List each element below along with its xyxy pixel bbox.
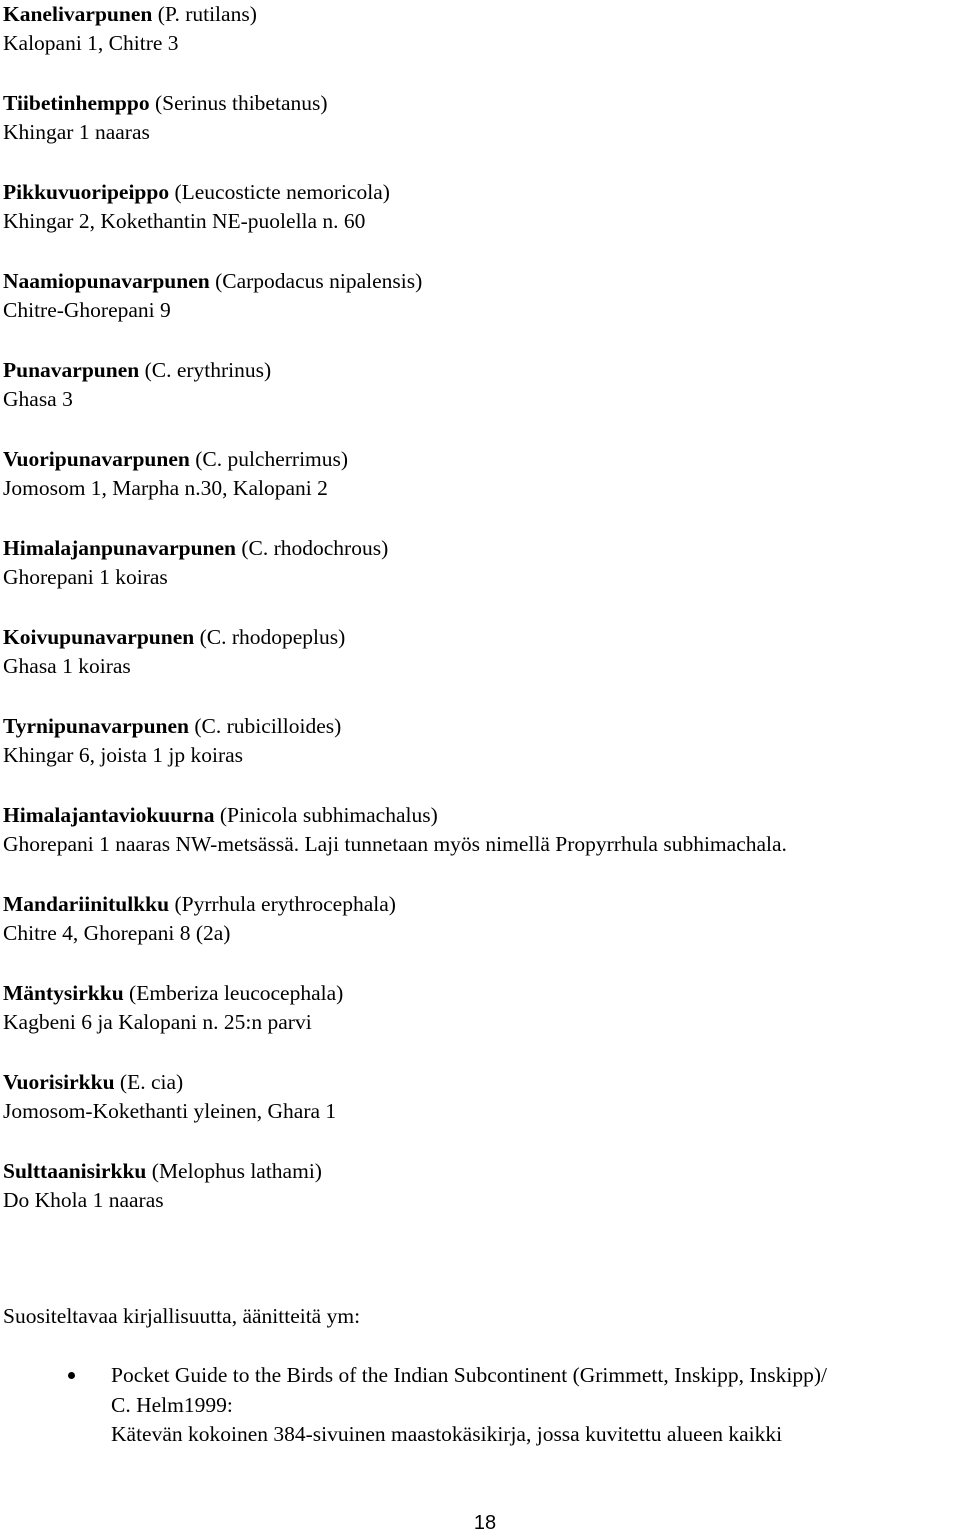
species-common-name: Vuorisirkku [3,1070,115,1094]
species-latin-name: (Pyrrhula erythrocephala) [174,892,396,916]
species-common-name: Mäntysirkku [3,981,124,1005]
species-heading [3,890,953,919]
species-latin-name: (C. erythrinus) [144,358,272,382]
species-common-name: Pikkuvuoripeippo [3,180,170,204]
species-heading [3,267,953,296]
species-heading [3,0,953,29]
species-common-name: Mandariinitulkku [3,892,170,916]
references-heading: Suositeltavaa kirjallisuutta, äänitteitä ym: [3,1304,361,1328]
species-latin-name: (Serinus thibetanus) [154,91,328,115]
species-entry [3,89,953,147]
species-entry [3,534,953,592]
references-list [0,1361,960,1450]
observation-text: Ghorepani 1 koiras [3,565,168,589]
species-entry [3,623,953,681]
observation-text: Chitre-Ghorepani 9 [3,298,171,322]
species-common-name: Punavarpunen [3,358,140,382]
observation-text: Chitre 4, Ghorepani 8 (2a) [3,921,231,945]
observation-text: Khingar 1 naaras [3,120,150,144]
species-entry [3,356,953,414]
observation-text: Ghorepani 1 naaras NW-metsässä. Laji tunnetaan myös nimellä Propyrrhula subhimachala. [3,832,787,856]
species-common-name: Sulttaanisirkku [3,1159,147,1183]
species-common-name: Kanelivarpunen [3,2,153,26]
species-heading [3,801,953,830]
species-entry [3,267,953,325]
species-heading [3,534,953,563]
species-latin-name: (C. rhodochrous) [241,536,389,560]
species-common-name: Himalajantaviokuurna [3,803,215,827]
species-entry [3,178,953,236]
species-common-name: Naamiopunavarpunen [3,269,210,293]
species-latin-name: (C. rubicilloides) [194,714,342,738]
observation-text: Do Khola 1 naaras [3,1188,164,1212]
species-latin-name: (C. rhodopeplus) [199,625,346,649]
observation-text: Kalopani 1, Chitre 3 [3,31,179,55]
species-entry [3,712,953,770]
species-heading [3,445,953,474]
species-heading [3,1068,953,1097]
species-latin-name: (P. rutilans) [157,2,257,26]
observation-text: Khingar 2, Kokethantin NE-puolella n. 60 [3,209,366,233]
species-latin-name: (Leucosticte nemoricola) [174,180,390,204]
species-latin-name: (C. pulcherrimus) [195,447,349,471]
species-heading [3,979,953,1008]
bullet-icon [68,1372,75,1379]
species-entry [3,890,953,948]
reference-text: C. Helm1999: [111,1392,233,1417]
observation-text: Kagbeni 6 ja Kalopani n. 25:n parvi [3,1010,312,1034]
species-heading [3,89,953,118]
species-latin-name: (E. cia) [119,1070,184,1094]
reference-item [0,1361,960,1450]
observation-text: Ghasa 1 koiras [3,654,131,678]
species-latin-name: (Carpodacus nipalensis) [215,269,423,293]
species-common-name: Tiibetinhemppo [3,91,150,115]
species-heading [3,623,953,652]
reference-text: Pocket Guide to the Birds of the Indian Subcontinent (Grimmett, Inskipp, Inskipp)/ [111,1363,827,1387]
observation-text: Jomosom 1, Marpha n.30, Kalopani 2 [3,476,328,500]
species-heading [3,1157,953,1186]
species-entry [3,1157,953,1215]
species-common-name: Himalajanpunavarpunen [3,536,236,560]
species-entry [3,445,953,503]
species-latin-name: (Emberiza leucocephala) [129,981,344,1005]
observation-text: Ghasa 3 [3,387,73,411]
species-entry [3,801,953,859]
species-heading [3,178,953,207]
observation-text: Khingar 6, joista 1 jp koiras [3,743,244,767]
species-common-name: Vuoripunavarpunen [3,447,190,471]
species-entry [3,979,953,1037]
species-latin-name: (Pinicola subhimachalus) [219,803,438,827]
species-common-name: Koivupunavarpunen [3,625,195,649]
species-entry [3,1068,953,1126]
species-latin-name: (Melophus lathami) [151,1159,322,1183]
observation-text: Jomosom-Kokethanti yleinen, Ghara 1 [3,1099,337,1123]
species-heading [3,712,953,741]
reference-text: Kätevän kokoinen 384-sivuinen maastokäsikirja, jossa kuvitettu alueen kaikki [111,1422,783,1446]
species-entry [3,0,953,58]
page-number: 18 [473,1512,497,1534]
species-heading [3,356,953,385]
species-common-name: Tyrnipunavarpunen [3,714,190,738]
